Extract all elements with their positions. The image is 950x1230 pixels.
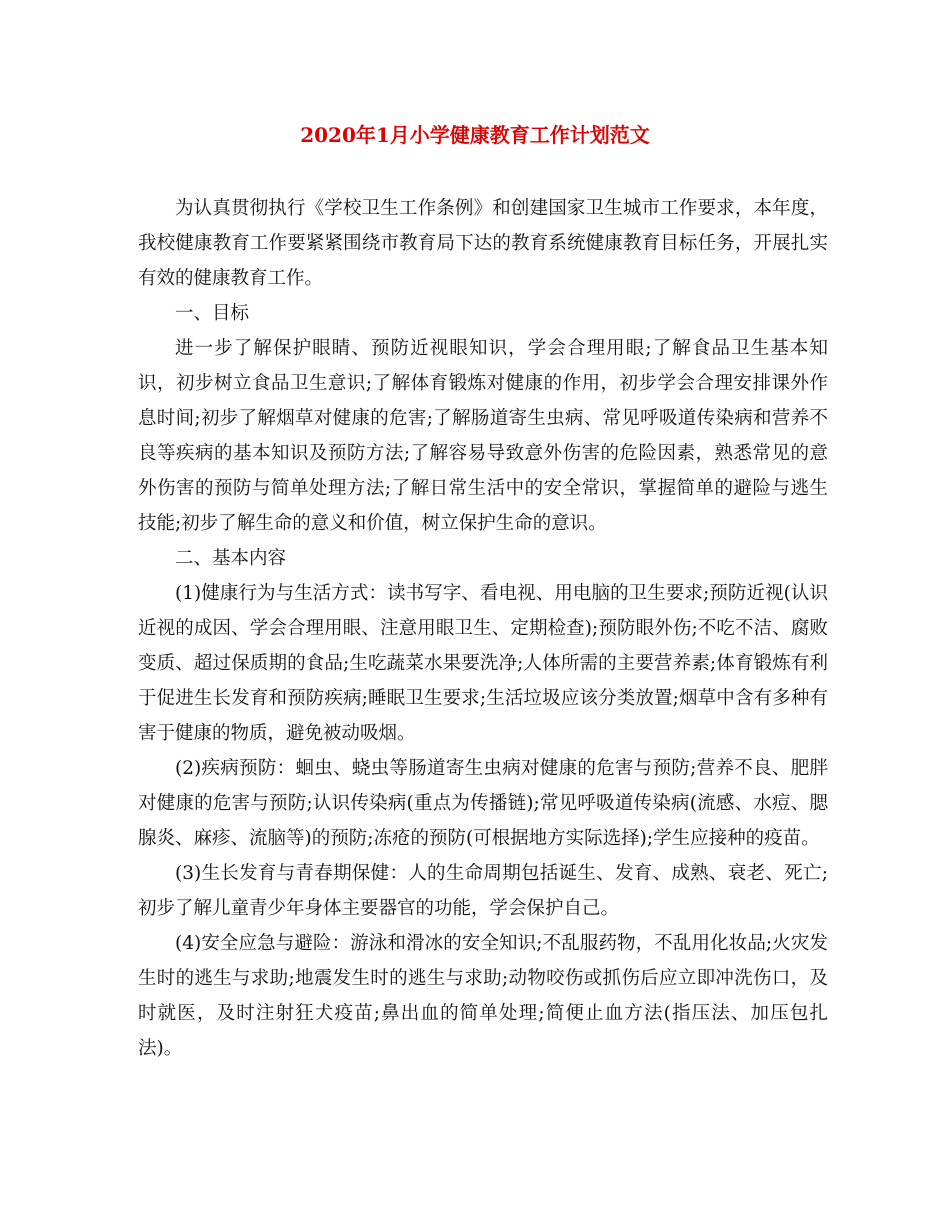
section-heading-goals: 一、目标 <box>175 303 250 324</box>
goals-paragraph: 进一步了解保护眼睛、预防近视眼知识，学会合理用眼;了解食品卫生基本知识，初步树立食品卫生意识;了解体育锻炼对健康的作用，初步学会合理安排课外作息时间;初步了解烟草对健康的危害;了解肠道寄生虫病、常见呼吸道传染病和营养不良等疾病的基本知识及预防方法;了解容易导致意外伤害的危险因素，熟悉常见的意外伤害的预防与简单处理方法;了解日常生活中的安全常识，掌握简单的避险与逃生技能;初步了解生命的意义和价值，树立保护生命的意识。 <box>138 338 828 534</box>
document-title: 2020年1月小学健康教育工作计划范文 <box>300 123 650 147</box>
content-item-4: (4)安全应急与避险：游泳和滑冰的安全知识;不乱服药物，不乱用化妆品;火灾发生时的逃生与求助;地震发生时的逃生与求助;动物咬伤或抓伤后应立即冲洗伤口，及时就医，及时注射狂犬疫苗;鼻出血的简单处理;简便止血方法(指压法、加压包扎法)。 <box>138 933 828 1059</box>
content-item-1: (1)健康行为与生活方式：读书写字、看电视、用电脑的卫生要求;预防近视(认识近视的成因、学会合理用眼、注意用眼卫生、定期检查);预防眼外伤;不吃不洁、腐败变质、超过保质期的食品;生吃蔬菜水果要洗净;人体所需的主要营养素;体育锻炼有利于促进生长发育和预防疾病;睡眠卫生要求;生活垃圾应该分类放置;烟草中含有多种有害于健康的物质，避免被动吸烟。 <box>138 583 828 744</box>
intro-paragraph: 为认真贯彻执行《学校卫生工作条例》和创建国家卫生城市工作要求，本年度，我校健康教育工作要紧紧围绕市教育局下达的教育系统健康教育目标任务，开展扎实有效的健康教育工作。 <box>138 198 828 289</box>
content-item-3: (3)生长发育与青春期保健：人的生命周期包括诞生、发育、成熟、衰老、死亡;初步了解儿童青少年身体主要器官的功能，学会保护自己。 <box>138 863 828 919</box>
section-heading-content: 二、基本内容 <box>175 548 287 569</box>
document-body <box>138 191 828 1066</box>
content-item-2: (2)疾病预防：蛔虫、蛲虫等肠道寄生虫病对健康的危害与预防;营养不良、肥胖对健康的危害与预防;认识传染病(重点为传播链);常见呼吸道传染病(流感、水痘、腮腺炎、麻疹、流脑等)的预防;冻疮的预防(可根据地方实际选择);学生应接种的疫苗。 <box>138 758 828 849</box>
